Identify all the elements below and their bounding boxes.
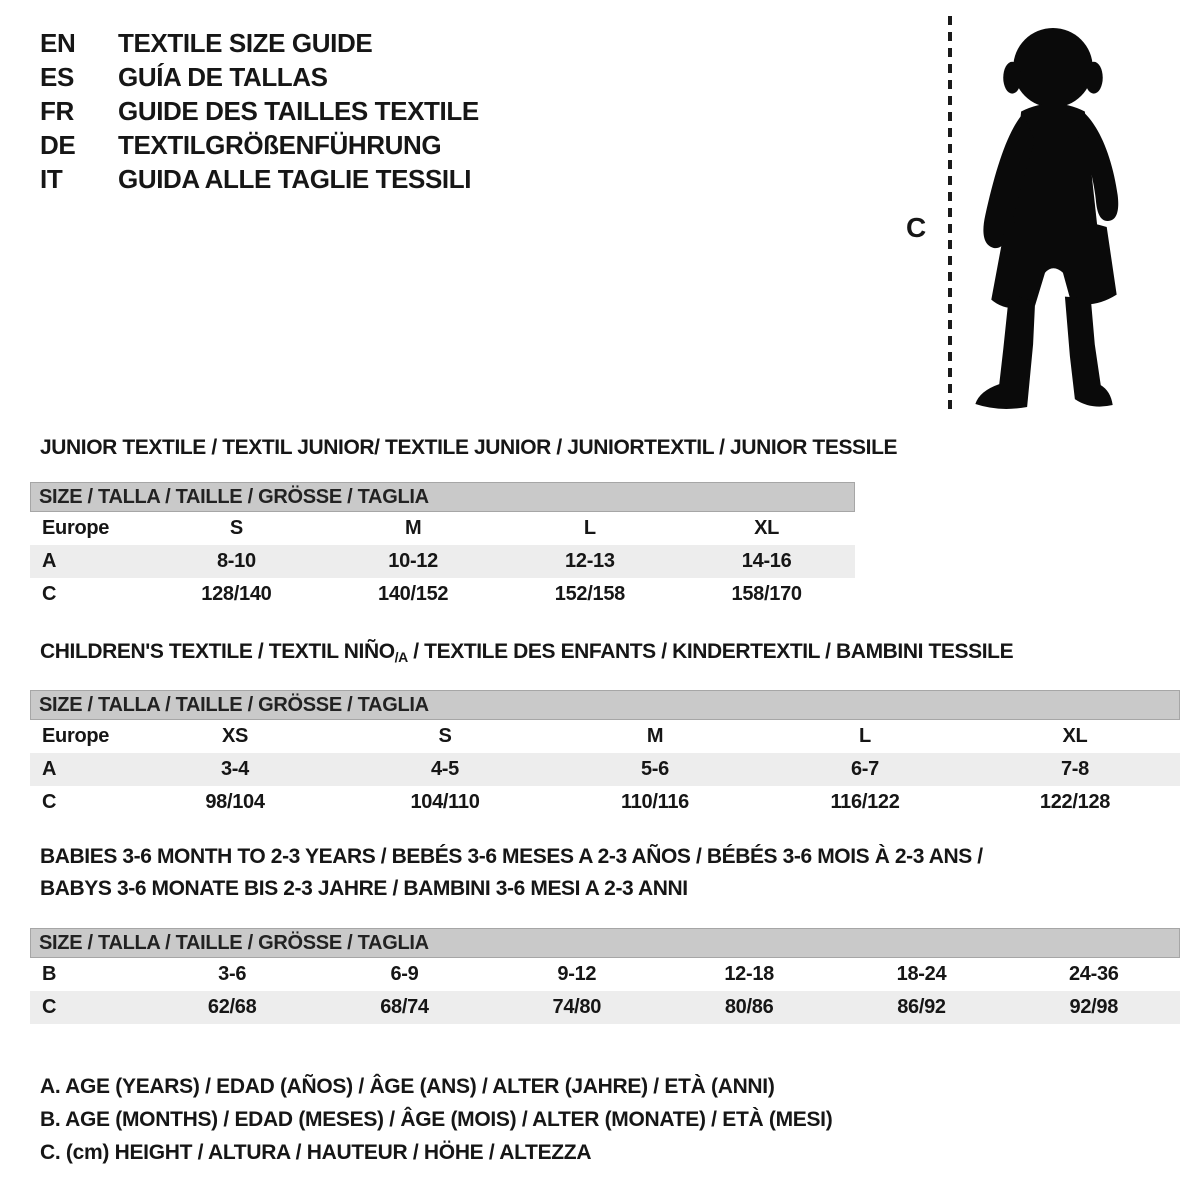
table-cell: 140/152 [378,583,449,605]
table-cell: 8-10 [216,550,256,572]
lang-code: ES [40,62,74,92]
children-title-subscript: /A [394,649,408,665]
junior-section-title: JUNIOR TEXTILE / TEXTIL JUNIOR/ TEXTILE JUNIOR / JUNIORTEXTIL / JUNIOR TESSILE [40,436,898,459]
table-cell: 14-16 [741,550,792,572]
legend-line-a: A. AGE (YEARS) / EDAD (AÑOS) / ÂGE (ANS) / ALTER (JAHRE) / ETÀ (ANNI) [40,1075,775,1098]
table-cell: 3-4 [220,758,249,780]
row-label: Europe [42,725,110,747]
table-cell: 18-24 [896,963,947,985]
table-row [30,753,1180,786]
table-cell: 122/128 [1039,791,1111,813]
table-cell: 4-5 [430,758,459,780]
lang-row-en [40,26,479,60]
table-cell: 110/116 [621,791,689,813]
table-cell: 5-6 [640,758,669,780]
table-row [30,786,1180,819]
measurement-legend [40,1070,832,1169]
language-title-list [40,26,479,196]
legend-line-c: C. (cm) HEIGHT / ALTURA / HAUTEUR / HÖHE / ALTEZZA [40,1141,592,1164]
row-label: C [42,791,57,813]
babies-size-header: SIZE / TALLA / TAILLE / GRÖSSE / TAGLIA [30,928,1180,958]
table-cell: L [583,517,596,539]
table-row [30,720,1180,753]
table-cell: 7-8 [1060,758,1089,780]
row-label: A [42,758,57,780]
table-cell: 62/68 [207,996,257,1018]
table-cell: 98/104 [205,791,265,813]
babies-section-title-line1: BABIES 3-6 MONTH TO 2-3 YEARS / BEBÉS 3-6 MESES A 2-3 AÑOS / BÉBÉS 3-6 MOIS À 2-3 ANS / [40,845,983,868]
table-row [30,512,855,545]
children-section-title [40,640,1013,665]
table-cell: XL [754,517,780,539]
lang-code: EN [40,28,76,58]
lang-code: FR [40,96,74,126]
junior-size-header: SIZE / TALLA / TAILLE / GRÖSSE / TAGLIA [30,482,855,512]
lang-row-es [40,60,479,94]
children-size-header: SIZE / TALLA / TAILLE / GRÖSSE / TAGLIA [30,690,1180,720]
table-cell: 12-18 [724,963,774,985]
table-cell: S [229,517,243,539]
table-row [30,991,1180,1024]
table-cell: 24-36 [1068,963,1119,985]
height-dashed-line [948,16,952,414]
lang-row-de [40,128,479,162]
lang-code: IT [40,164,63,194]
row-label: B [42,963,57,985]
babies-section-title-line2: BABYS 3-6 MONATE BIS 2-3 JAHRE / BAMBINI 3-6 MESI A 2-3 ANNI [40,877,688,900]
table-cell: 10-12 [388,550,438,572]
children-size-table [30,690,1180,819]
table-cell: S [438,725,452,747]
table-cell: L [859,725,871,747]
table-cell: XL [1062,725,1088,747]
lang-code: DE [40,130,76,160]
lang-title: TEXTILGRÖßENFÜHRUNG [118,130,442,160]
table-cell: 92/98 [1069,996,1119,1018]
table-cell: 3-6 [218,963,247,985]
row-label: C [42,996,57,1018]
table-cell: 116/122 [830,791,900,813]
lang-row-fr [40,94,479,128]
table-cell: 152/158 [554,583,625,605]
table-cell: 68/74 [380,996,429,1018]
table-cell: M [646,725,664,747]
table-cell: 9-12 [557,963,597,985]
table-cell: 86/92 [897,996,946,1018]
row-label: Europe [42,517,110,539]
table-cell: 74/80 [552,996,602,1018]
table-cell: M [404,517,422,539]
lang-title: GUIDA ALLE TAGLIE TESSILI [118,164,472,194]
table-cell: 128/140 [201,583,272,605]
table-row [30,958,1180,991]
lang-title: TEXTILE SIZE GUIDE [118,28,373,58]
table-cell: 104/110 [410,791,480,813]
table-row [30,545,855,578]
lang-title: GUIDE DES TAILLES TEXTILE [118,96,479,126]
row-label: A [42,550,57,572]
baby-silhouette-icon [962,16,1138,414]
row-label: C [42,583,57,605]
junior-size-table [30,482,855,611]
table-cell: 80/86 [724,996,774,1018]
height-measure-label: C [906,212,927,243]
table-cell: 12-13 [565,550,615,572]
lang-row-it [40,162,479,196]
babies-size-table [30,928,1180,1024]
children-title-prefix: CHILDREN'S TEXTILE / TEXTIL NIÑO [40,640,395,663]
table-cell: 158/170 [731,583,802,605]
table-cell: 6-7 [850,758,879,780]
table-row [30,578,855,611]
legend-line-b: B. AGE (MONTHS) / EDAD (MESES) / ÂGE (MOIS) / ALTER (MONATE) / ETÀ (MESI) [40,1108,833,1131]
children-title-suffix: / TEXTILE DES ENFANTS / KINDERTEXTIL / BAMBINI TESSILE [407,640,1014,663]
table-cell: 6-9 [390,963,419,985]
lang-title: GUÍA DE TALLAS [118,62,328,92]
table-cell: XS [221,725,249,747]
